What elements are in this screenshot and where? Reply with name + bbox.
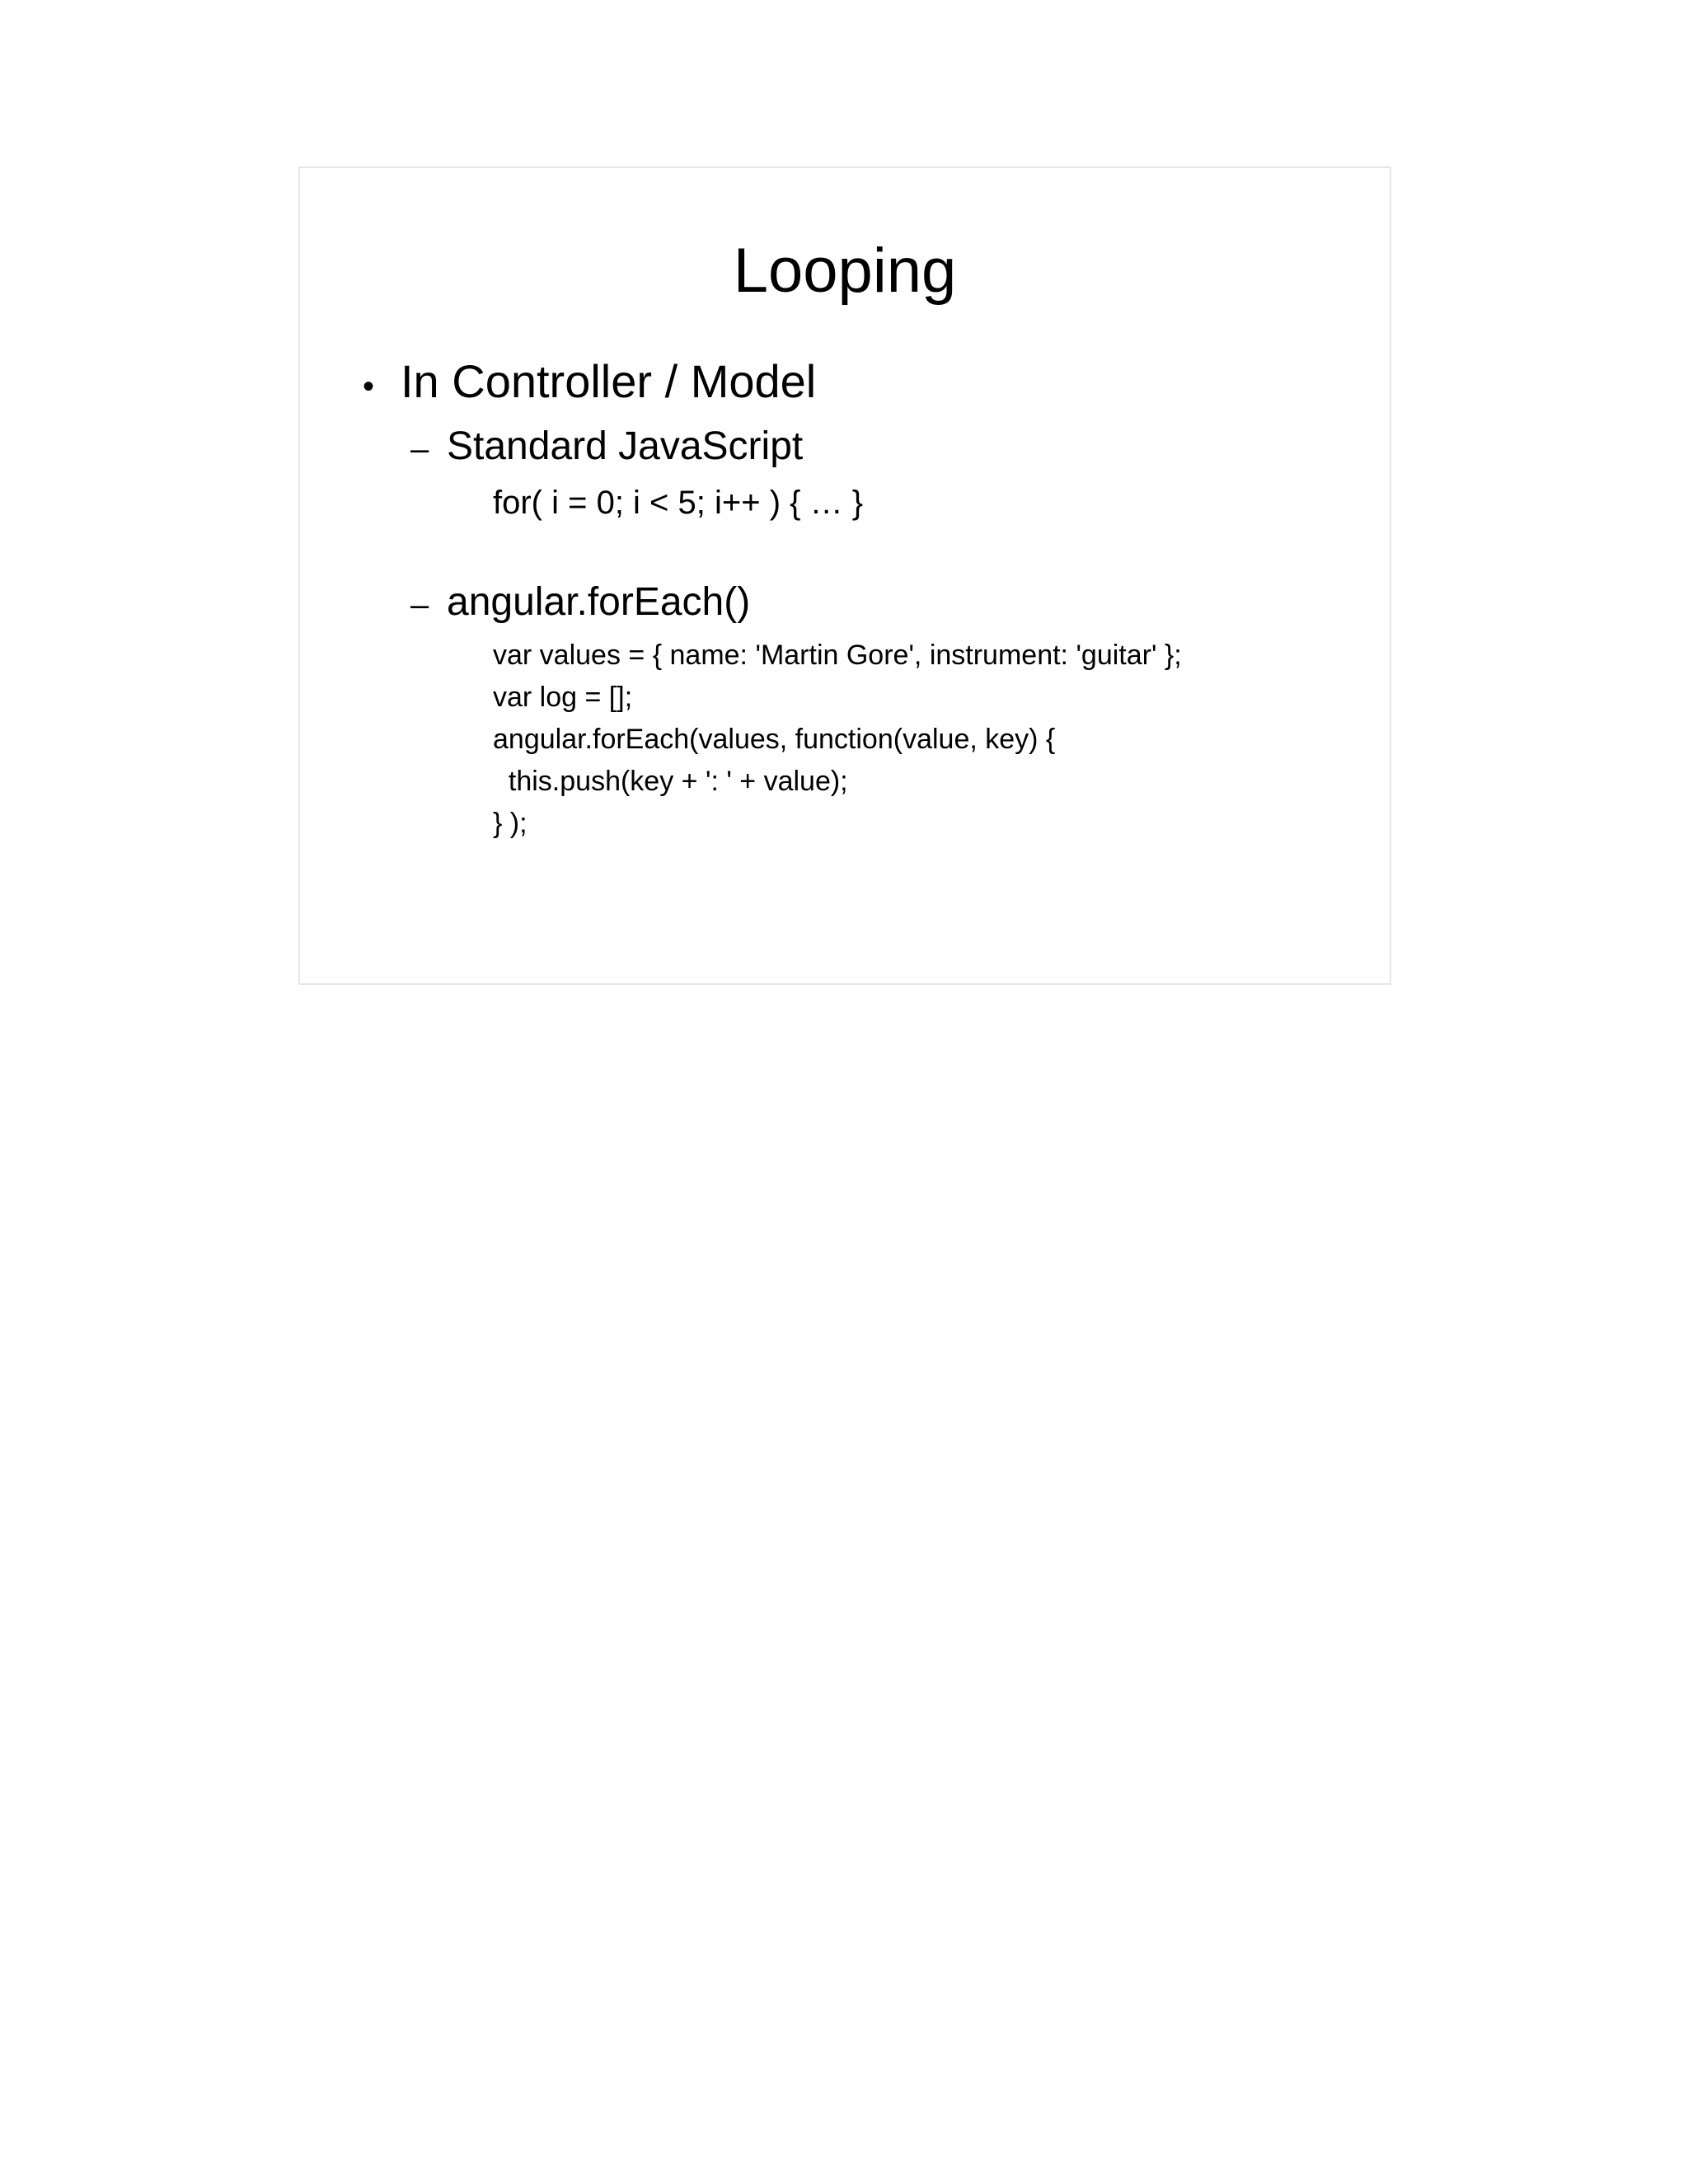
- bullet-in-controller-model: In Controller / Model: [401, 355, 817, 407]
- slide: [298, 166, 1391, 985]
- sub-bullet-angular-foreach: angular.forEach(): [447, 580, 751, 624]
- code-line-3: angular.forEach(values, function(value, key) {: [493, 724, 1056, 755]
- sub-bullet-marker: –: [410, 431, 429, 467]
- code-line-for-loop: for( i = 0; i < 5; i++ ) { … }: [493, 485, 864, 521]
- sub-bullet-standard-javascript: Standard JavaScript: [447, 424, 804, 468]
- slide-title: Looping: [733, 236, 957, 306]
- code-line-5: } );: [493, 808, 528, 839]
- code-line-2: var log = [];: [493, 682, 633, 713]
- sub-bullet-marker: –: [410, 587, 429, 623]
- bullet-marker: •: [363, 368, 375, 405]
- code-line-1: var values = { name: 'Martin Gore', instrument: 'guitar' };: [493, 640, 1182, 671]
- code-line-4: this.push(key + ': ' + value);: [493, 766, 848, 797]
